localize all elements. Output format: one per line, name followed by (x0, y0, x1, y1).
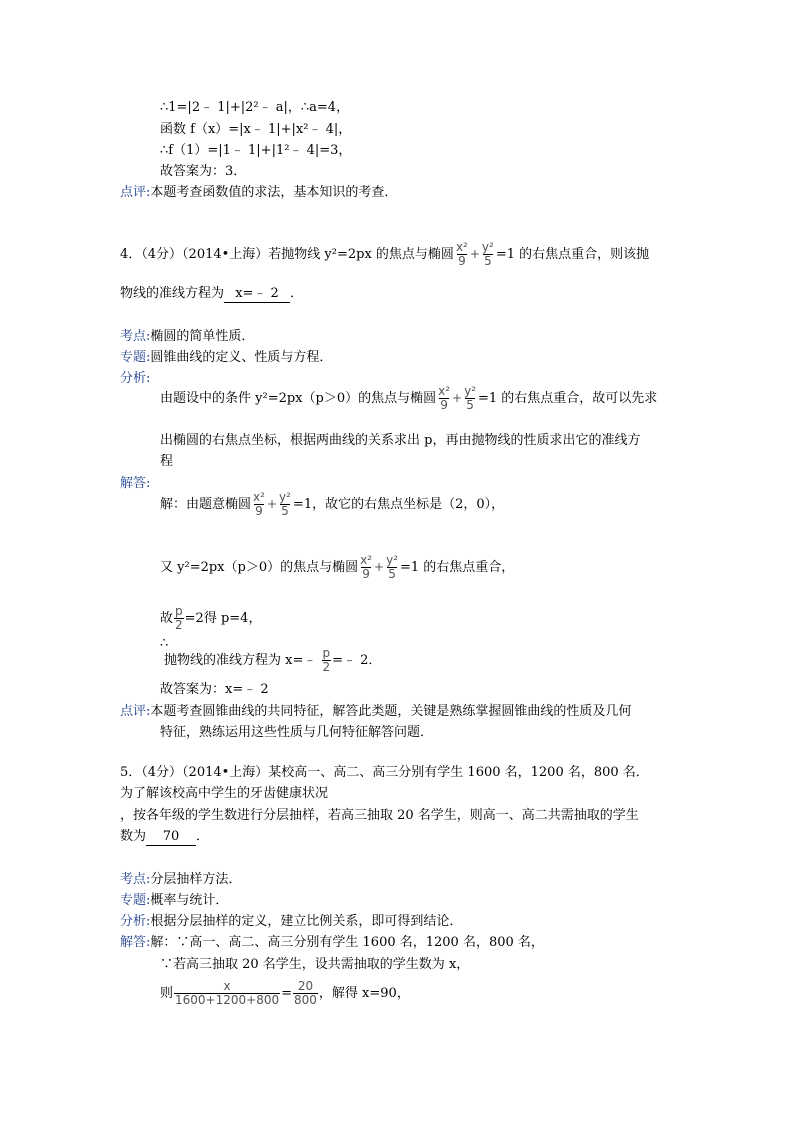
answer-blank: 70 (146, 829, 196, 846)
q3-comment (120, 185, 397, 201)
q4-stem-line-1: 4．（4分）（2014•上海）若抛物线 y²=2px 的焦点与椭圆 $\frac{\text{x²}}{9}$ + $\frac{\text{y²}}{5}$ =1 的右焦点重合，则该抛 (120, 240, 650, 268)
q3-line-2: 函数 f（x）=|x﹣ 1|+|x²﹣ 4|， (160, 122, 352, 137)
comment-tag: 点评: (120, 185, 151, 200)
q4-fenxi-line-1: 由题设中的条件 y²=2px（p＞0）的焦点与椭圆 $\frac{\text{x²}}{9}$ + $\frac{\text{y²}}{5}$ =1 的右焦点重合，故可以先求 (160, 384, 658, 412)
q4-solution-line-2: 又 y²=2px（p＞0）的焦点与椭圆 $\frac{\text{x²}}{9}$ + $\frac{\text{y²}}{5}$ =1 的右焦点重合， (160, 553, 515, 581)
q5-stem-line-2: 为了解该校高中学生的牙齿健康状况 (120, 786, 329, 801)
q4-fenxi-tag: 分析: (120, 371, 151, 386)
q5-stem-line-1: 5．（4分）（2014•上海）某校高一、高二、高三分别有学生 1600 名，1200 名，800 名． (120, 765, 649, 780)
q4-comment-line-2: 特征，熟练运用这些性质与几何特征解答问题． (160, 725, 434, 740)
q5-zhuanti: 专题:概率与统计． (120, 893, 229, 908)
q4-jieda-tag: 解答: (120, 476, 151, 491)
comment-text: 本题考查函数值的求法，基本知识的考查． (150, 185, 398, 200)
therefore-sign: ∴ (160, 636, 169, 651)
q4-stem-line-2: 物线的准线方程为 x=﹣ 2 ． (120, 286, 304, 301)
fraction-y2-over-5: $\frac{\text{y²}}{5}$ (481, 240, 494, 268)
q4-fenxi-line-2: 出椭圆的右焦点坐标，根据两曲线的关系求出 p，再由抛物线的性质求出它的准线方 (160, 433, 641, 448)
q4-solution-line-3: 故 $\frac{p}{2}$ =2得 p=4， (160, 604, 262, 632)
answer-blank: x=﹣ 2 (224, 286, 290, 303)
q4-solution-line-1: 解：由题意椭圆 $\frac{\text{x²}}{9}$ + $\frac{\text{y²}}{5}$ =1，故它的右焦点坐标是（2，0）， (160, 490, 505, 518)
fraction-20-over-800: $\frac{20}{800}$ (294, 979, 317, 1007)
q5-solution-line-3: 则 $\frac{x}{1600+1200+800}$ = $\frac{20}{800}$ ，解得 x=90， (160, 979, 410, 1007)
q5-fenxi: 分析:根据分层抽样的定义，建立比例关系，即可得到结论． (120, 914, 463, 929)
q4-fenxi-line-3: 程 (160, 454, 174, 469)
q5-solution-line-2: ∵若高三抽取 20 名学生，设共需抽取的学生数为 x， (160, 957, 470, 972)
q3-line-1: ∴1=|2﹣ 1|+|2²﹣ a|，∴a=4， (160, 100, 350, 115)
q4-solution-line-4: 抛物线的准线方程为 x=﹣ $\frac{p}{2}$ =﹣ 2． (164, 646, 382, 674)
q4-answer: 故答案为：x=﹣ 2 (160, 682, 269, 697)
q4-comment-line-1: 点评:本题考查圆锥曲线的共同特征，解答此类题，关键是熟练掌握圆锥曲线的性质及几何 (120, 704, 632, 719)
fraction-x2-over-9: $\frac{\text{x²}}{9}$ (455, 240, 468, 268)
q5-solution-line-1: 解答:解：∵高一、高二、高三分别有学生 1600 名，1200 名，800 名， (120, 935, 544, 950)
q4-zhuanti: 专题:圆锥曲线的定义、性质与方程． (120, 350, 333, 365)
fraction-p-over-2: $\frac{p}{2}$ (175, 604, 183, 632)
q3-answer: 故答案为：3． (160, 164, 247, 179)
q4-stem-text: 4．（4分）（2014•上海）若抛物线 y²=2px 的焦点与椭圆 (120, 247, 454, 262)
q5-kaodian: 考点:分层抽样方法． (120, 872, 242, 887)
q4-kaodian: 考点:椭圆的简单性质． (120, 329, 255, 344)
q5-stem-line-4: 数为 70 ． (120, 829, 210, 844)
q5-stem-line-3: ，按各年级的学生数进行分层抽样，若高三抽取 20 名学生，则高一、高二共需抽取的学生 (120, 808, 639, 823)
fraction-x-over-total: $\frac{x}{1600+1200+800}$ (175, 979, 280, 1007)
q3-line-3: ∴f（1）=|1﹣ 1|+|1²﹣ 4|=3， (160, 143, 352, 158)
